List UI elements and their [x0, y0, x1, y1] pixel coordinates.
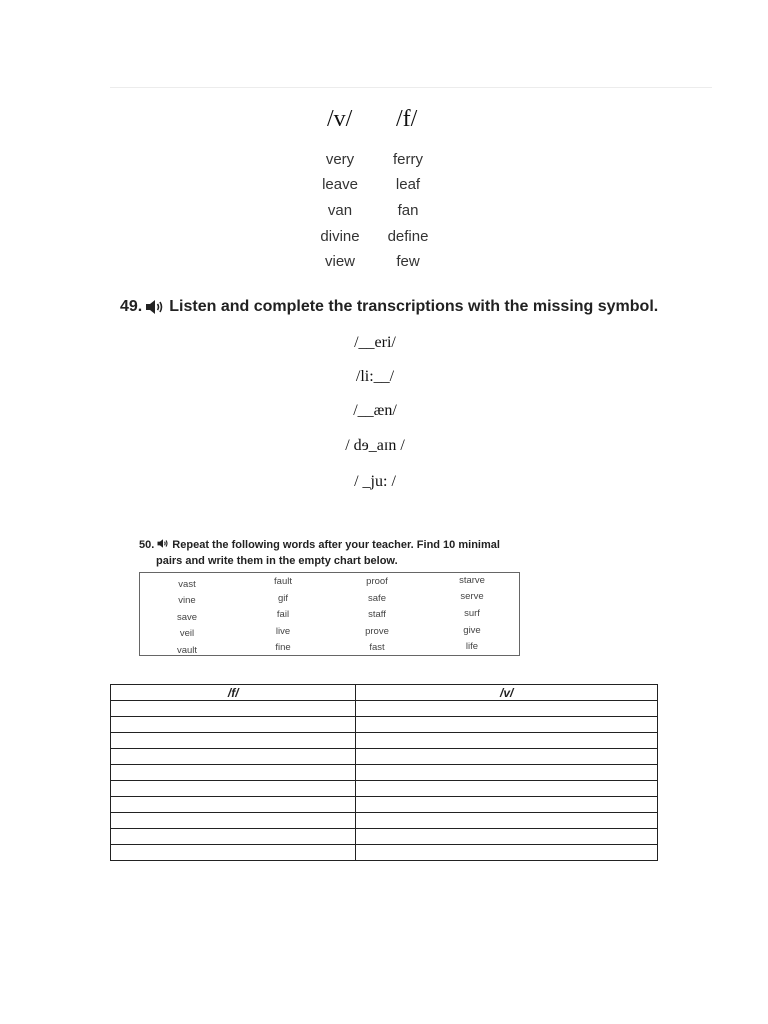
- word-bank-item: vast: [178, 579, 196, 590]
- word-bank-item: starve: [459, 575, 485, 586]
- word-bank-item: prove: [365, 626, 389, 637]
- v-answer-cell[interactable]: [356, 701, 658, 717]
- transcription: / _ju: /: [354, 473, 396, 490]
- f-answer-cell[interactable]: [111, 765, 356, 781]
- pair-word: view: [324, 253, 355, 270]
- f-header: /f/: [396, 106, 418, 132]
- transcription: /__æn/: [353, 402, 397, 419]
- exercise-number: 49.: [120, 298, 143, 315]
- v-answer-cell[interactable]: [356, 733, 658, 749]
- exercise-number: 50.: [139, 539, 155, 551]
- word-bank-item: vault: [176, 645, 198, 656]
- answer-chart: [110, 684, 658, 861]
- speaker-icon[interactable]: [156, 538, 170, 549]
- exercise-instruction-line1: Repeat the following words after your teacher. Find 10 minimal: [172, 539, 500, 551]
- pair-word: very: [325, 151, 355, 168]
- answer-row: [111, 781, 658, 797]
- f-answer-cell[interactable]: [111, 797, 356, 813]
- f-answer-cell[interactable]: [111, 717, 356, 733]
- v-answer-cell[interactable]: [356, 781, 658, 797]
- word-bank: [139, 572, 520, 656]
- word-bank-item: safe: [368, 593, 386, 604]
- word-bank-item: gif: [277, 593, 289, 604]
- answer-row: [111, 829, 658, 845]
- answer-row: [111, 749, 658, 765]
- pair-word: few: [396, 253, 420, 270]
- answer-row: [111, 717, 658, 733]
- answer-row: [111, 797, 658, 813]
- f-answer-cell[interactable]: [111, 845, 356, 861]
- word-bank-item: fault: [274, 576, 292, 587]
- pair-word: leave: [322, 176, 358, 193]
- f-answer-cell[interactable]: [111, 829, 356, 845]
- transcription: /li:__/: [355, 368, 395, 385]
- f-answer-cell[interactable]: [111, 781, 356, 797]
- answer-row: [111, 813, 658, 829]
- pair-word: van: [327, 202, 353, 219]
- pair-word: leaf: [395, 176, 421, 193]
- word-bank-item: fine: [275, 642, 291, 653]
- word-bank-item: veil: [179, 628, 195, 639]
- top-divider: [110, 87, 712, 88]
- pair-word: define: [387, 228, 429, 245]
- exercise-instruction-line2: pairs and write them in the empty chart below.: [156, 555, 398, 567]
- v-answer-cell[interactable]: [356, 829, 658, 845]
- v-header: /v/: [327, 106, 353, 132]
- f-column-header: /f/: [111, 685, 356, 701]
- v-column-header: /v/: [356, 685, 658, 701]
- word-bank-item: fast: [369, 642, 385, 653]
- word-bank-item: serve: [460, 591, 484, 602]
- pair-word: divine: [320, 228, 360, 245]
- v-answer-cell[interactable]: [356, 845, 658, 861]
- word-bank-item: save: [176, 612, 198, 623]
- answer-row: [111, 765, 658, 781]
- exercise-49-heading: [120, 298, 658, 316]
- pair-word: fan: [397, 202, 419, 219]
- word-bank-item: fail: [276, 609, 290, 620]
- word-bank-item: surf: [464, 608, 480, 619]
- f-answer-cell[interactable]: [111, 749, 356, 765]
- word-bank-item: live: [275, 626, 291, 637]
- v-answer-cell[interactable]: [356, 749, 658, 765]
- exercise-instruction: Listen and complete the transcriptions with the missing symbol.: [169, 298, 659, 315]
- transcription: / dɘ_aɪn /: [345, 437, 405, 454]
- transcription: /__eri/: [354, 334, 396, 351]
- word-bank-item: vine: [178, 595, 196, 606]
- f-answer-cell[interactable]: [111, 813, 356, 829]
- word-bank-item: staff: [368, 609, 386, 620]
- answer-row: [111, 701, 658, 717]
- exercise-50-heading: [139, 537, 539, 569]
- v-answer-cell[interactable]: [356, 797, 658, 813]
- f-answer-cell[interactable]: [111, 733, 356, 749]
- answer-chart-body: [111, 701, 658, 861]
- answer-chart-header-row: [111, 685, 658, 701]
- word-bank-item: life: [465, 641, 479, 652]
- pair-word: ferry: [393, 151, 423, 168]
- answer-row: [111, 845, 658, 861]
- word-bank-item: proof: [366, 576, 388, 587]
- word-bank-item: give: [463, 625, 481, 636]
- v-answer-cell[interactable]: [356, 765, 658, 781]
- v-answer-cell[interactable]: [356, 813, 658, 829]
- speaker-icon[interactable]: [145, 298, 165, 316]
- v-answer-cell[interactable]: [356, 717, 658, 733]
- answer-row: [111, 733, 658, 749]
- f-answer-cell[interactable]: [111, 701, 356, 717]
